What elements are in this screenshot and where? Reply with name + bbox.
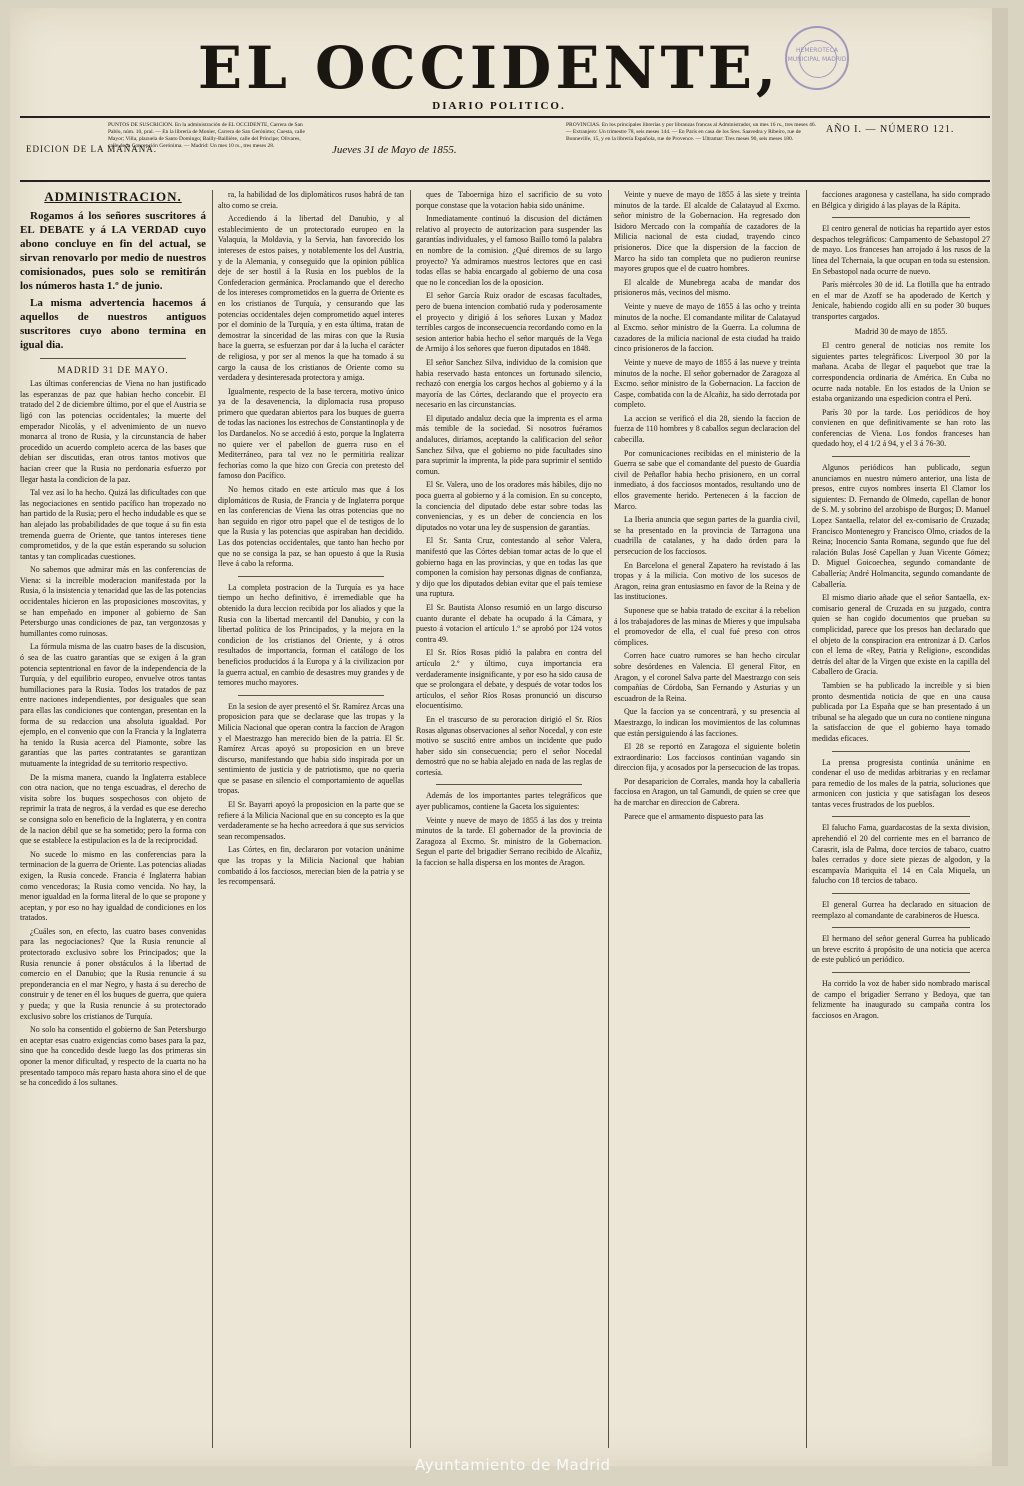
paragraph: Accediendo á la libertad del Danubio, y al establecimiento de un protectorado europeo en la Valaquia, la Moldavia, y la Servia, han favorecido los intereses de estos paises, y notablemente los del Austria, y de la Alemania, y conseguido que la opinion pública deje de ser hostil á la Rusia en los pueblos de la Confederacion germánica. Proclamando que el derecho de los intereses comprometidos en la guerra de Oriente es en los cristianos de Turquía, y censurando que las potencias occidentales dejen comprometido aquel interes por el dominio de la Turquía, y en esta última, tratan de demostrar la sinceridad de las miras con que la Rusia hace la guerra, se esfuerzan por dar á la lucha el carácter de religiosa, y por ser al menos la que ha tomado á su cargo la causa de los cristianos de Oriente como su verdadera y desinteresada protectora y amiga. xyxy=(218,214,404,383)
paragraph: Veinte y nueve de mayo de 1855 á las dos y treinta minutos de la tarde. El gobernador de la provincia de Zaragoza al Excmo. Sr. ministro de la Gobernacion. Segun el parte del brigadier Serrano recibido de Alcañiz, la faccion se halla dispersa en los montes de Aragon. xyxy=(416,815,602,868)
stamp-text: HEMEROTECA MUNICIPAL MADRID xyxy=(787,47,847,63)
paragraph: El 28 se reportó en Zaragoza el siguiente boletin extraordinario: Los facciosos continúan vagando sin direccion fija, y acosados por la persecucion de las tropas. xyxy=(614,742,800,773)
column-rule xyxy=(410,190,411,1448)
column-4 xyxy=(614,190,800,1448)
archive-watermark: Ayuntamiento de Madrid xyxy=(415,1456,611,1474)
divider xyxy=(832,972,970,973)
paragraph: El hermano del señor general Gurrea ha publicado un breve escrito á propósito de una noticia que acerca de este publicó un periódico. xyxy=(812,934,990,965)
column-3 xyxy=(416,190,602,1448)
paragraph: En la sesion de ayer presentó el Sr. Ramírez Arcas una proposicion para que se declarase que las tropas y la Milicia Nacional que operan contra la faccion de Aragon y el Maestrazgo han merecido bien de la patria. El Sr. Ramírez Arcas apoyó su proposicion en un breve discurso, manifestando que habia sido inspirada por un sentimiento de justicia y de patriotismo, que no queria que se pasase en silencio el comportamiento de aquellas tropas. xyxy=(218,701,404,796)
column-1 xyxy=(20,190,206,1448)
paragraph: La Iberia anuncia que segun partes de la guardia civil, se ha presentado en la provincia de Tarragona una cuadrilla de catalanes, y ha dado órden para la persecucion de los facciosos. xyxy=(614,515,800,556)
paragraph: De la misma manera, cuando la Inglaterra establece con otra nacion, que no tenga escuadras, el derecho de visita sobre los buques sospechosos con objeto de reprimir la trata de negros, á la verdad es que ese derecho se consigna solo en beneficio de la Inglaterra, y en contra de la nacion débil que se ha sometido; pero la forma con que se establece la estipulacion es la de la reciprocidad. xyxy=(20,772,206,846)
paragraph: El Sr. Santa Cruz, contestando al señor Valera, manifestó que las Córtes debian tomar actas de lo que el gobierno haga en las provincias, y que en todas las que componen la comision hay personas dignas de confianza, y dijo que los diputados debian evitar que el país temiese una ruptura. xyxy=(416,536,602,599)
paragraph: Parece que el armamento dispuesto para las xyxy=(624,811,764,821)
paragraph: Por comunicaciones recibidas en el ministerio de la Guerra se sabe que el comandante del puesto de Guardia civil de Peñaflor habia hecho prisionero, en un corral inmediato, á dos facciosos montados, resultando uno de ellos gravemente herido. Pertenecen á la faccion de Marco. xyxy=(614,448,800,511)
paragraph: La accion se verificó el dia 28, siendo la faccion de fuerza de 110 hombres y 8 caballos segun declaracion del cabecilla. xyxy=(614,413,800,445)
divider xyxy=(832,217,970,218)
dateline: Madrid 30 de mayo de 1855. xyxy=(854,326,948,336)
paragraph: El centro general de noticias ha repartido ayer estos despachos telegráficos: Campamento de Sebastopol 27 de mayo. Los franceses han arrojado á los rusos de la línea del Tchernaia, la que ocupan en toda su estension. En Sebastopol nada ocurre de nuevo. xyxy=(812,224,990,276)
paragraph: Las últimas conferencias de Viena no han justificado las esperanzas de paz que habian hecho concebir. El tratado del 2 de diciembre último, por el que el Austria se ligó con las potencias occidentales; la muerte del emperador Nicolás, y el advenimiento de un nuevo monarca al trono de Rusia, y la circunstancia de haber procedido un acuerdo completo acerca de las bases que debian ser discutidas, eran otros tantos motivos que hacian creer que la Rusia no perdonaria esfuerzo por llegar hasta la condicion de la paz. xyxy=(20,379,206,484)
divider xyxy=(832,816,970,817)
paragraph: No solo ha consentido el gobierno de San Petersburgo en aceptar esas cuatro exigencias como bases para la paz, sino que ha concedido desde luego las dos primeras sin oponer la menor dificultad, y respecto de la cuarta no ha presentado tampoco más reparo hasta ahora sino el de que se ha concedido á los sultanes. xyxy=(20,1025,206,1088)
column-5 xyxy=(812,190,990,1448)
paragraph: En Barcelona el general Zapatero ha revistado á las tropas y á la milicia. Con motivo de los sucesos de Aragon, reina gran entusiasmo en favor de la Reina y de las instituciones. xyxy=(614,560,800,602)
paragraph: En el trascurso de su peroracion dirigió el Sr. Ríos Rosas algunas observaciones al señor Nocedal, y con este motivo se suscitó entre ambos un incidente que pudo haber sido sin consecuencia; pero el señor Nocedal demostró que no se habia alejado en nada de las reglas de cortesía. xyxy=(416,714,602,777)
masthead xyxy=(10,34,1008,112)
paragraph: Inmediatamente continuó la discusion del dictámen relativo al proyecto de autorizacion para suspender las garantías individuales, y el famoso Baillo tomó la palabra en nombre de la comision. ¿Qué diremos de su largo proyecto? Ya admiramos nuestros lectores que en casi todas ellas se habia encargado al gobierno de una cosa que no le concedian los de la oposicion. xyxy=(416,214,602,287)
madrid-dateline: MADRID 31 DE MAYO. xyxy=(57,364,169,375)
paragraph: París 30 por la tarde. Los periódicos de hoy convienen en que definitivamente se han roto las conferencias de Viena. Los fondos franceses han quedado hoy, el 4 1/2 á 94, y el 3 á 76-30. xyxy=(812,407,990,449)
paragraph: Igualmente, respecto de la base tercera, motivo único ya de la desavenencia, la diplomacia rusa propuso primero que quedaran abiertos para los buques de guerra de todas las naciones los estrechos de Constantinopla y de los Dardanelos. No se accedió á esto, porque la Inglaterra no quiere ver el pabellon de guerra ruso en el Mediterráneo, para tal vez no le permitiria realizar fechorías como la que hizo con Grecia con pretesto del famoso don Pacífico. xyxy=(218,386,404,481)
paragraph: Tal vez así lo ha hecho. Quizá las dificultades con que las negociaciones en sentido pacífico han tropezado no han partido de la Rusia; pero el hecho indudable es que se han alejado las probabilidades de que toque á su fin esta tremenda guerra de Oriente, que tantos intereses tiene comprometidos, y de la que están esperando su solucion tantas y tan complicadas cuestiones. xyxy=(20,488,206,561)
paragraph: No sabemos que admirar más en las conferencias de Viena: si la increible moderacion manifestada por la Rusia, ó la insistencia y tenacidad que las de las potencias occidentales hicieron en las proposiciones moscovitas, y se han empeñado en imponer al gobierno de San Petersburgo unas condiciones de paz, tan vergonzosas y humillantes como ruinosas. xyxy=(20,565,206,638)
paragraph: El centro general de noticias nos remite los siguientes partes telegráficos: Liverpool 30 por la mañana. Acaba de llegar el paquebot que trae la correspondencia ordinaria de América. En Cuba no ocurre nada notable. En los estados de la Union se estaba organizando una espedicion contra el Perú. xyxy=(812,341,990,404)
paragraph: Además de los importantes partes telegráficos que ayer publicamos, contiene la Gaceta los siguientes: xyxy=(416,791,602,812)
edition-label: EDICION DE LA MAÑANA. xyxy=(26,144,157,154)
subscriber-notice-2: La misma advertencia hacemos á aquellos de nuestros antiguos suscritores cuyo abono termina en igual dia. xyxy=(20,296,206,351)
column-rule xyxy=(608,190,609,1448)
newspaper-title: EL OCCIDENTE, xyxy=(197,34,781,102)
divider xyxy=(436,784,582,785)
paragraph: El diputado andaluz decia que la imprenta es el arma más temible de la sociedad. Si nosotros fuéramos andaluces, diríamos, aceptando la calificacion del señor Sanchez Silva, que el gobierno no pide facultades sino para suprimir la imprenta, la pide para suprimir el sentido comun. xyxy=(416,413,602,476)
paragraph: El falucho Fama, guardacostas de la sexta division, aprehendió el 20 del corriente mes en el barranco de Carasrit, isla de Palma, doce tercios de tabaco, cuatro bales cerrados y doce siete piezas de algodon, y la escampavía Mariquita el 14 en Cala Miquela, un falucho con 18 tercios de tabaco. xyxy=(812,823,990,886)
paragraph: El Sr. Bayarri apoyó la proposicion en la parte que se refiere á la Milicia Nacional que en su concepto es la que verdaderamente se ha hecho acreedora á que sus servicios sean recompensados. xyxy=(218,800,404,841)
paragraph: El mismo diario añade que el señor Santaella, ex-comisario general de Cruzada en su juzgado, contra quien se han cogido documentos que prueban su complicidad, parece que los presos han declarado que el objeto de la conspiracion era entronizar á D. Carlos con el lema de «Rey, Patria y Religion», escondidas detrás del altar de la Virgen que existe en la capilla del Caballero de Gracia. xyxy=(812,593,990,677)
divider xyxy=(832,751,970,752)
paragraph: No sucede lo mismo en las conferencias para la terminacion de la guerra de Oriente. Las potencias aliadas exigen, la Rusia concede. Francia é Inglaterra habian como vencedoras; la Rusia como vencida. No hay, la menor igualdad en la forma literal de lo que se propone y aceptan, y por eso no hay igualdad de condiciones en los tratados. xyxy=(20,849,206,923)
paragraph: Que la faccion ya se concentrará, y su presencia al Maestrazgo, lo indican los movimientos de las columnas que están persiguiendo á las facciones. xyxy=(614,707,800,738)
library-stamp xyxy=(785,26,849,90)
paragraph: El Sr. Ríos Rosas pidió la palabra en contra del artículo 2.º y último, cuya importancia era verdaderamente insignificante, y por eso ha sido causa de que se prolongara el debate, y después de votar todos los artículos, el señor Ríos Rosas pronunció un discurso elocuentísimo. xyxy=(416,648,602,711)
paragraph: facciones aragonesa y castellana, ha sido comprado en Bélgica y dirigido á las playas de la Rápita. xyxy=(812,190,990,210)
paragraph: El general Gurrea ha declarado en situacion de reemplazo al comandante de carabineros de Huesca. xyxy=(812,900,990,920)
paragraph: ra, la habilidad de los diplomáticos rusos habrá de tan alto como se creia. xyxy=(218,190,404,210)
paragraph: La prensa progresista continúa unánime en condenar el uso de medidas arbitrarias y en reclamar para remedio de los males de la patria, soluciones que armonicen con justicia y que satisfagan los deseos tantas veces frustrados de los pueblos. xyxy=(812,757,990,809)
paragraph: Veinte y nueve de mayo de 1855 á las nueve y treinta minutos de la noche. El señor gobernador de Zaragoza al Excmo. señor ministro de la Gobernacion. La faccion de Caspe, combatida con la de Alcañiz, ha sido derrotada por completo. xyxy=(614,357,800,410)
info-bar xyxy=(20,116,990,182)
column-rule xyxy=(806,190,807,1448)
paragraph: ¿Cuáles son, en efecto, las cuatro bases convenidas para las negociaciones? Que la Rusia renuncie al protectorado exclusivo sobre los Principados; que la Rusia renuncie á poner obstáculos á la libertad de comercio en el Danubio; que la Rusia renuncie á su preponderancia en el mar Negro, y hasta á su derecho de construir y de tener en él los buques de guerra, que quiera y pueda; y que la Rusia renuncie á su protectorado exclusivo sobre los cristianos de Turquía. xyxy=(20,926,206,1021)
paragraph: El señor Sanchez Silva, individuo de la comision que habia reservado hasta entonces un fortunado silencio, rechazó con energía los cargos hechos al gobierno y á la mayoría de las Córtes, declarando que el proyecto era necesario en las circunstancias. xyxy=(416,357,602,410)
paragraph: Las Córtes, en fin, declararon por votacion unánime que las tropas y la Milicia Nacional que habian combatido á los facciosos, merecian bien de la patria y se les recompensará. xyxy=(218,845,404,887)
column-rule xyxy=(212,190,213,1448)
paragraph: No hemos citado en este artículo mas que á los diplomáticos de Rusia, de Francia y de Inglaterra porque en las conferencias de Viena las otras potencias que no han seguido en rigor otro papel que el de testigos de lo que la Rusia y las potencias que aspiraban han decidido. Las dos potencias occidentales, que tanto han hecho por que no se consiga la paz, se han opuesto á que la Rusia lleve á cabo la reforma. xyxy=(218,485,404,569)
newspaper-page xyxy=(10,8,1008,1466)
paragraph: Por desaparicion de Corrales, manda hoy la caballería facciosa en Aragon, un tal Gamundi, de quien se cree que ha de marchar en direccion de Cabrera. xyxy=(614,776,800,808)
subscription-points: PUNTOS DE SUSCRICION. En la administración de EL OCCIDENTE, Carrera de San Pablo, núm. 10, pral. — En la librería de Monier, Carrera de San Gerónimo; Cuesta, calle Mayor; Villa, plazuela de Santo Domingo; Bailly-Baillière, calle del Príncipe; Olivares, calle de la Concepción Gerónima. — Madrid: Un mes 10 rs., tres meses 28. xyxy=(108,122,305,149)
newspaper-subtitle: DIARIO POLITICO. xyxy=(432,100,566,112)
divider xyxy=(238,576,384,577)
divider xyxy=(40,358,186,359)
divider xyxy=(832,893,970,894)
paragraph: París miércoles 30 de id. La flotilla que ha entrado en el mar de Azoff se ha apoderado de Kertch y Jenicale, habiendo cogido allí en su poder 30 buques transportes cargados. xyxy=(812,280,990,321)
paragraph: La completa postracion de la Turquía es ya hace tiempo un hecho definitivo, é irremediable que ha obtenido la dura leccion recibida por los aliados y que la Rusia con la libertad mercantil del Danubio, y con la libertad política de los Principados, y la mejora en la condicion de los cristianos del Oriente, y á otros resultados de importancia, forman el catálogo de los beneficios producidos á la Europa y á la civilizacion por la guerra actual, en cambio de desastres muy grandes y de temores mucho mayores. xyxy=(218,582,404,688)
column-2 xyxy=(218,190,404,1448)
paragraph: Corren hace cuatro rumores se han hecho circular sobre desórdenes en Valencia. El general Fitor, en Aragon, y el coronel Salva parte del Maestrazgo con seis compañías de Córdoba, San Fernando y Asturias y un escuadron de la Reina. xyxy=(614,651,800,703)
issue-number: AÑO I. — NÚMERO 121. xyxy=(826,124,955,135)
page-edge xyxy=(992,8,1008,1466)
paragraph: Ha corrido la voz de haber sido nombrado mariscal de campo el brigadier Serrano y Bedoya, que tan felizmente ha inaugurado su campaña contra los facciosos en Aragon. xyxy=(812,979,990,1020)
paragraph: Algunos periódicos han publicado, segun anunciamos en nuestro número anterior, una lista de presos, entre cuyos nombres inserta El Clamor los siguientes: D. Fernando de Olmedo, capellan de honor de S. M. y sobrino del arzobispo de Burgos; D. Manuel Lopez Santaella, relator del ex-comisario de Cruzada; Francisco Montenegro y Francisco Olmo, criados de la Reina; Inocencio Santa Romana, segundo que fue del ralación Bulas José Capellan y Juan Vicente Gómez; D. Miguel Goicoechea, segundo comandante de Caballería; André Holmancita, segundo comandante de Caballería. xyxy=(812,463,990,589)
paragraph: Suponese que se habia tratado de excitar á la rebelion á los trabajadores de las minas de Mieres y que impulsaba el promovedor de ella, el cual fué preso con otros cómplices. xyxy=(614,605,800,647)
subscriber-notice: Rogamos á los señores suscritores á EL DEBATE y á LA VERDAD cuyo abono concluye en fin del actual, se sirvan renovarlo por medio de nuestros comisionados, pues solo se remitirán los números hasta 1.º de junio. xyxy=(20,209,206,292)
province-prices: PROVINCIAS. En los principales librerías y por libranzas francas al Administrador, un mes 16 rs., tres meses 46. — Extranjero: Un trimestre 78, seis meses 144. — En París en casa de los Sres. Saavedra y Ribeiro, rue de Bonneville, 15, y en la librería Española, rue de Provence. — Ultramar: Tres meses 90, seis meses 180. xyxy=(566,122,816,142)
divider xyxy=(832,456,970,457)
paragraph: ques de Taboerniga hizo el sacrificio de su voto porque constase que la votacion habia sido unánime. xyxy=(416,190,602,210)
stamp-inner-ring xyxy=(799,40,837,78)
divider xyxy=(238,695,384,696)
paragraph: El Sr. Valera, uno de los oradores más hábiles, dijo no poca guerra al gobierno y á la comision. En su concepto, la conciencia del diputado debe estar sobre todas las conveniencias, y es un deber de conciencia en los diputados no votar una ley de suspension de garantías. xyxy=(416,480,602,532)
paragraph: Tambien se ha publicado la increible y si bien pronto desmentida noticia de que en una causa publicada por La España que se han presentado á un tribunal se ha alegado que un cura no contiene ninguna la satisfaccion de que el gobierno haya tomado medidas eficaces. xyxy=(812,680,990,743)
paragraph: El alcalde de Munebrega acaba de mandar dos prisioneros más, vecinos del mismo. xyxy=(614,277,800,298)
divider xyxy=(832,927,970,928)
issue-date: Jueves 31 de Mayo de 1855. xyxy=(332,144,457,156)
paragraph: La fórmula misma de las cuatro bases de la discusion, ó sea de las cuatro garantías que se exigen á la gran potencia septentrional en favor de la independencia de la Turquía, y del equilibrio europeo, envuelve otros tantas humillaciones para la Rusia. Todos los tratados de paz entre naciones independientes, por desiguales que sean para ellas las condiciones que contengan, presentan en la forma de su redaccion una absoluta igualdad. Por ejemplo, en el convenio que con la Francia y la Inglaterra ha tenido la Rusia acerca del Piamonte, sobre las garantías que las partes contratantes se garantizan mutuamente la integridad de su territorio respectivo. xyxy=(20,642,206,768)
article-columns xyxy=(20,190,990,1448)
administration-heading: ADMINISTRACION. xyxy=(44,190,182,204)
paragraph: El Sr. Bautista Alonso resumió en un largo discurso cuanto durante el debate ha ocupado á la Cámara, y puesto á votacion el artículo 1.º se aprobó por 124 votos contra 49. xyxy=(416,602,602,644)
paragraph: El señor García Ruiz orador de escasas facultades, pero de buena intencion combatió ruda y poderosamente el proyecto y dirigió á los señores Luxan y Madoz terribles cargos de inconsecuencia recordando como en la sesion anterior habia hecho el señor marqués de la Vega de Armijo á los señores que fueron diputados en 1848. xyxy=(416,291,602,354)
paragraph: Veinte y nueve de mayo de 1855 á las ocho y treinta minutos de la noche. El comandante militar de Calatayud al Excmo. señor ministro de la Guerra. La columna de cazadores de la milicia nacional de esta ciudad ha traido cinco prisioneros de la faccion. xyxy=(614,301,800,354)
paragraph: Veinte y nueve de mayo de 1855 á las siete y treinta minutos de la tarde. El alcalde de Calatayud al Excmo. señor ministro de la Gobernacion. Ha regresado don Isidoro Mercado con la compañía de cazadores de la Milicia nacional de esta ciudad, trayendo cinco prisioneros. Dice que la dispersion de la faccion de Marco ha sido tan completa que no pudieron reunirse mayores grupos que el de cuatro hombres. xyxy=(614,190,800,274)
